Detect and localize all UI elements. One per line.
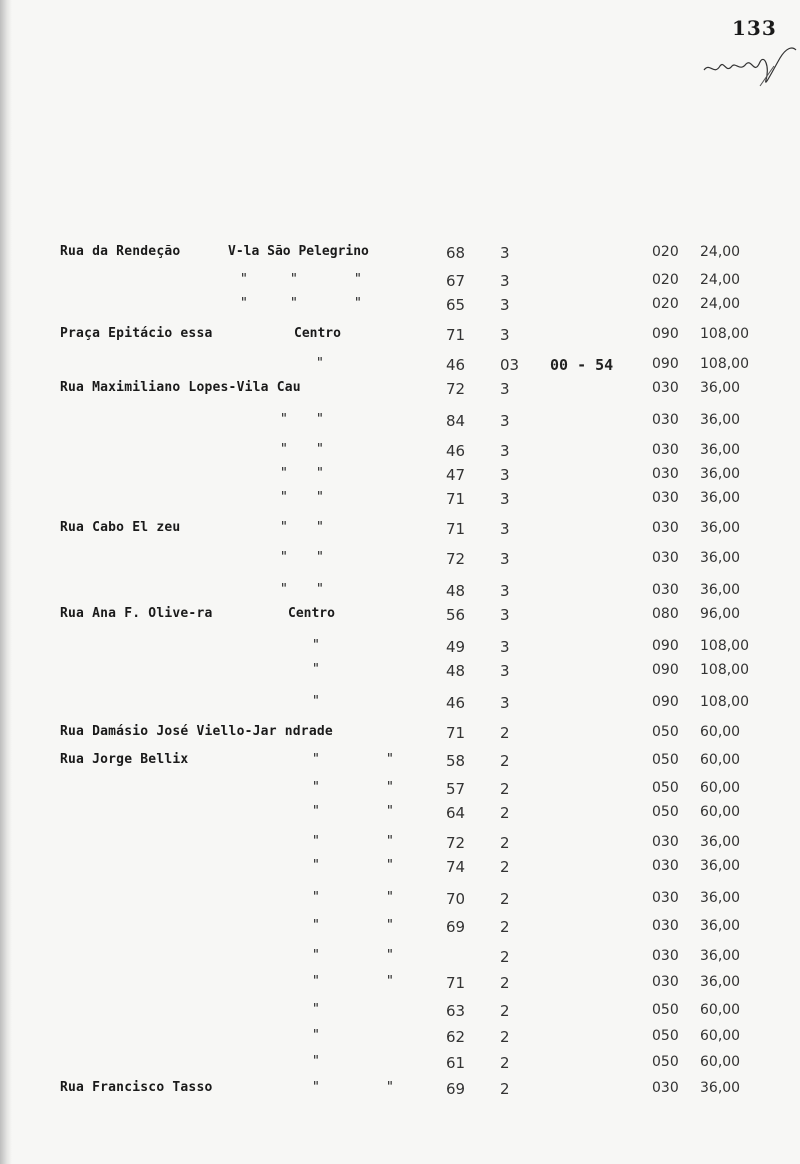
tax-code: 090 (652, 356, 679, 372)
amount-value: 60,00 (700, 804, 741, 820)
ledger-row (0, 322, 800, 346)
ditto-mark: " (312, 948, 320, 963)
ditto-mark: " (312, 1028, 320, 1043)
tax-code: 030 (652, 442, 679, 458)
extra-code: 00 - 54 (550, 356, 614, 374)
class-number: 3 (500, 606, 510, 624)
lot-number: 49 (446, 638, 466, 656)
lot-number: 46 (446, 356, 466, 374)
tax-code: 030 (652, 948, 679, 964)
tax-code: 030 (652, 1080, 679, 1096)
ledger-row (0, 516, 800, 540)
tax-code: 030 (652, 890, 679, 906)
ledger-row (0, 602, 800, 626)
ledger-row (0, 578, 800, 602)
street-name: Rua da Rendeção (60, 244, 181, 259)
ditto-mark: " (312, 1054, 320, 1069)
tax-code: 030 (652, 490, 679, 506)
class-number: 3 (500, 638, 510, 656)
lot-number: 69 (446, 1080, 466, 1098)
amount-value: 36,00 (700, 974, 741, 990)
ditto-mark: " (312, 918, 320, 933)
amount-value: 36,00 (700, 948, 741, 964)
ledger-row (0, 1024, 800, 1048)
lot-number: 57 (446, 780, 466, 798)
ledger-row (0, 1076, 800, 1100)
lot-number: 46 (446, 694, 466, 712)
class-number: 3 (500, 490, 510, 508)
ditto-mark: " (312, 804, 320, 819)
ditto-mark: " (386, 752, 394, 767)
amount-value: 108,00 (700, 326, 749, 342)
amount-value: 36,00 (700, 858, 741, 874)
amount-value: 60,00 (700, 1028, 741, 1044)
class-number: 3 (500, 326, 510, 344)
lot-number: 71 (446, 520, 466, 538)
ditto-mark: " (316, 520, 324, 535)
ledger-row (0, 998, 800, 1022)
neighborhood: Centro (294, 326, 341, 341)
class-number: 3 (500, 244, 510, 262)
tax-code: 020 (652, 244, 679, 260)
lot-number: 72 (446, 834, 466, 852)
amount-value: 36,00 (700, 550, 741, 566)
class-number: 2 (500, 804, 510, 822)
amount-value: 60,00 (700, 780, 741, 796)
ledger-row (0, 886, 800, 910)
ditto-mark: " (386, 890, 394, 905)
lot-number: 68 (446, 244, 466, 262)
tax-code: 050 (652, 724, 679, 740)
ditto-mark: " (290, 272, 298, 287)
class-number: 3 (500, 272, 510, 290)
ledger-row (0, 408, 800, 432)
neighborhood: Centro (288, 606, 335, 621)
ledger-row (0, 944, 800, 968)
ledger-row (0, 854, 800, 878)
tax-code: 030 (652, 582, 679, 598)
street-name: Rua Maximiliano Lopes-Vila Cau (60, 380, 301, 395)
lot-number: 84 (446, 412, 466, 430)
lot-number: 56 (446, 606, 466, 624)
lot-number: 72 (446, 380, 466, 398)
page-number: 133 (732, 16, 777, 40)
ditto-mark: " (280, 520, 288, 535)
amount-value: 36,00 (700, 442, 741, 458)
lot-number: 74 (446, 858, 466, 876)
ditto-mark: " (386, 948, 394, 963)
street-name: Rua Jorge Bellix (60, 752, 189, 767)
amount-value: 36,00 (700, 918, 741, 934)
amount-value: 60,00 (700, 1002, 741, 1018)
ditto-mark: " (280, 442, 288, 457)
tax-code: 020 (652, 296, 679, 312)
amount-value: 96,00 (700, 606, 741, 622)
lot-number: 47 (446, 466, 466, 484)
amount-value: 36,00 (700, 1080, 741, 1096)
class-number: 3 (500, 296, 510, 314)
ditto-mark: " (312, 752, 320, 767)
tax-code: 030 (652, 550, 679, 566)
tax-code: 050 (652, 1002, 679, 1018)
amount-value: 36,00 (700, 520, 741, 536)
street-name: Rua Damásio José Viello-Jar ndrade (60, 724, 333, 739)
ledger-row (0, 546, 800, 570)
ditto-mark: " (316, 550, 324, 565)
ditto-mark: " (354, 296, 362, 311)
ditto-mark: " (312, 1080, 320, 1095)
class-number: 3 (500, 466, 510, 484)
tax-code: 030 (652, 858, 679, 874)
ledger-row (0, 438, 800, 462)
lot-number: 71 (446, 974, 466, 992)
amount-value: 36,00 (700, 834, 741, 850)
ditto-mark: " (316, 442, 324, 457)
class-number: 3 (500, 550, 510, 568)
class-number: 2 (500, 752, 510, 770)
class-number: 3 (500, 694, 510, 712)
tax-code: 030 (652, 834, 679, 850)
ledger-row (0, 352, 800, 376)
ditto-mark: " (386, 918, 394, 933)
ledger-row (0, 800, 800, 824)
amount-value: 36,00 (700, 380, 741, 396)
class-number: 3 (500, 442, 510, 460)
ditto-mark: " (316, 490, 324, 505)
street-name: Rua Francisco Tasso (60, 1080, 213, 1095)
lot-number: 58 (446, 752, 466, 770)
amount-value: 24,00 (700, 296, 741, 312)
ledger-row (0, 970, 800, 994)
lot-number: 46 (446, 442, 466, 460)
ditto-mark: " (312, 974, 320, 989)
class-number: 2 (500, 1002, 510, 1020)
lot-number: 70 (446, 890, 466, 908)
class-number: 2 (500, 974, 510, 992)
tax-code: 030 (652, 380, 679, 396)
ditto-mark: " (316, 582, 324, 597)
ditto-mark: " (354, 272, 362, 287)
ditto-mark: " (280, 582, 288, 597)
class-number: 2 (500, 918, 510, 936)
ditto-mark: " (386, 780, 394, 795)
amount-value: 108,00 (700, 662, 749, 678)
class-number: 2 (500, 858, 510, 876)
ledger-row (0, 486, 800, 510)
lot-number: 64 (446, 804, 466, 822)
amount-value: 36,00 (700, 890, 741, 906)
ditto-mark: " (280, 412, 288, 427)
class-number: 3 (500, 412, 510, 430)
lot-number: 65 (446, 296, 466, 314)
lot-number: 72 (446, 550, 466, 568)
ledger-row (0, 240, 800, 264)
tax-code: 030 (652, 412, 679, 428)
ditto-mark: " (312, 890, 320, 905)
amount-value: 36,00 (700, 466, 741, 482)
class-number: 2 (500, 1054, 510, 1072)
lot-number: 48 (446, 662, 466, 680)
tax-code: 090 (652, 638, 679, 654)
tax-code: 080 (652, 606, 679, 622)
ditto-mark: " (312, 1002, 320, 1017)
ditto-mark: " (280, 550, 288, 565)
amount-value: 108,00 (700, 638, 749, 654)
tax-code: 090 (652, 694, 679, 710)
ledger-row (0, 720, 800, 744)
tax-code: 030 (652, 466, 679, 482)
ditto-mark: " (386, 974, 394, 989)
ledger-row (0, 462, 800, 486)
class-number: 2 (500, 1028, 510, 1046)
tax-code: 090 (652, 662, 679, 678)
ditto-mark: " (386, 1080, 394, 1095)
class-number: 2 (500, 1080, 510, 1098)
ditto-mark: " (280, 490, 288, 505)
tax-code: 050 (652, 1054, 679, 1070)
class-number: 2 (500, 834, 510, 852)
lot-number: 48 (446, 582, 466, 600)
class-number: 3 (500, 520, 510, 538)
ledger-row (0, 914, 800, 938)
ledger-row (0, 748, 800, 772)
class-number: 2 (500, 780, 510, 798)
handwritten-signature (700, 36, 800, 92)
amount-value: 36,00 (700, 582, 741, 598)
lot-number: 69 (446, 918, 466, 936)
tax-code: 050 (652, 1028, 679, 1044)
ditto-mark: " (386, 804, 394, 819)
ditto-mark: " (312, 694, 320, 709)
ledger-row (0, 268, 800, 292)
amount-value: 24,00 (700, 244, 741, 260)
ditto-mark: " (386, 834, 394, 849)
ditto-mark: " (312, 858, 320, 873)
ditto-mark: " (312, 780, 320, 795)
ledger-row (0, 634, 800, 658)
ledger-row (0, 658, 800, 682)
ledger-row (0, 776, 800, 800)
class-number: 3 (500, 582, 510, 600)
amount-value: 24,00 (700, 272, 741, 288)
ditto-mark: " (240, 272, 248, 287)
class-number: 2 (500, 724, 510, 742)
street-name: Rua Ana F. Olive-ra (60, 606, 213, 621)
ditto-mark: " (312, 834, 320, 849)
tax-code: 090 (652, 326, 679, 342)
class-number: 2 (500, 948, 510, 966)
amount-value: 36,00 (700, 412, 741, 428)
ledger-row (0, 376, 800, 400)
ledger-row (0, 830, 800, 854)
lot-number: 71 (446, 326, 466, 344)
ditto-mark: " (280, 466, 288, 481)
lot-number: 71 (446, 490, 466, 508)
lot-number: 71 (446, 724, 466, 742)
ditto-mark: " (316, 412, 324, 427)
ditto-mark: " (316, 466, 324, 481)
neighborhood: V-la São Pelegrino (228, 244, 369, 259)
class-number: 03 (500, 356, 520, 374)
ledger-row (0, 690, 800, 714)
ditto-mark: " (240, 296, 248, 311)
street-name: Praça Epitácio essa (60, 326, 213, 341)
lot-number: 61 (446, 1054, 466, 1072)
ledger-row (0, 1050, 800, 1074)
ditto-mark: " (290, 296, 298, 311)
ledger-row (0, 292, 800, 316)
ditto-mark: " (316, 356, 324, 371)
lot-number: 62 (446, 1028, 466, 1046)
tax-code: 020 (652, 272, 679, 288)
class-number: 2 (500, 890, 510, 908)
class-number: 3 (500, 662, 510, 680)
lot-number: 63 (446, 1002, 466, 1020)
amount-value: 60,00 (700, 752, 741, 768)
ditto-mark: " (312, 638, 320, 653)
amount-value: 60,00 (700, 724, 741, 740)
class-number: 3 (500, 380, 510, 398)
amount-value: 60,00 (700, 1054, 741, 1070)
amount-value: 36,00 (700, 490, 741, 506)
street-name: Rua Cabo El zeu (60, 520, 181, 535)
ditto-mark: " (312, 662, 320, 677)
tax-code: 050 (652, 780, 679, 796)
amount-value: 108,00 (700, 356, 749, 372)
tax-code: 050 (652, 804, 679, 820)
tax-code: 050 (652, 752, 679, 768)
tax-code: 030 (652, 520, 679, 536)
ditto-mark: " (386, 858, 394, 873)
lot-number: 67 (446, 272, 466, 290)
tax-code: 030 (652, 918, 679, 934)
tax-code: 030 (652, 974, 679, 990)
amount-value: 108,00 (700, 694, 749, 710)
